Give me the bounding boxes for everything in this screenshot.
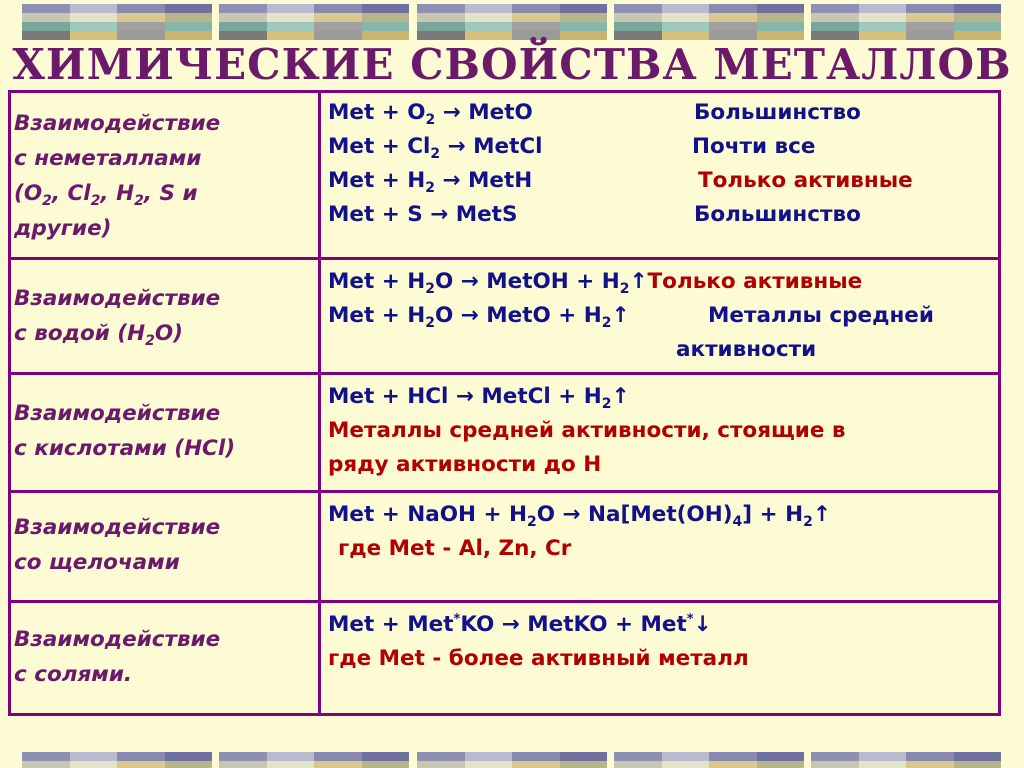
row-divider <box>11 600 998 603</box>
row-divider <box>11 257 998 260</box>
top-decorative-stripe <box>0 4 1024 42</box>
row-equations-acids <box>328 380 846 482</box>
row-label-acids: Взаимодействие с кислотами (HCl) <box>14 401 236 461</box>
row-label-salts: Взаимодействие с солями. <box>14 627 221 687</box>
condition-text: где Met - Al, Zn, Cr <box>338 536 572 561</box>
equation-line: Met + $Cl_2$ → MetCl Почти все <box>328 134 816 162</box>
equation-line: Met + Met*KO → MetKO + Met*↓ <box>328 612 712 637</box>
equation-line: Met + $H_2$ → MetH Только активные <box>328 168 913 196</box>
equation-line: Met + $O_2$ → MetO Большинство <box>328 100 861 128</box>
stripe-block <box>219 4 409 42</box>
column-divider <box>318 93 321 713</box>
condition-text: ряду активности до H <box>328 452 602 477</box>
condition-text: где Met - более активный металл <box>328 646 749 671</box>
page-title: ХИМИЧЕСКИЕ СВОЙСТВА МЕТАЛЛОВ <box>12 40 1012 89</box>
equation-line: Met + NaOH + $H_2O \to Na[Met(OH)_4]$ + $H_2↑$ <box>328 502 831 530</box>
equation-line: активности <box>676 337 817 362</box>
stripe-block <box>417 4 607 42</box>
row-divider <box>11 490 998 493</box>
row-equations-water <box>328 265 934 367</box>
stripe-block <box>22 4 212 42</box>
row-equations-salts <box>328 608 749 676</box>
bottom-decorative-stripe <box>0 752 1024 768</box>
row-label-alkalis: Взаимодействие со щелочами <box>14 515 221 575</box>
condition-text: Металлы средней активности, стоящие в <box>328 418 846 443</box>
row-divider <box>11 372 998 375</box>
stripe-block <box>614 4 804 42</box>
equation-line: Met + $H_2O$ → MetO + $H_2↑$ Металлы средней <box>328 303 934 331</box>
row-label-water: Взаимодействие с водой $(H_2O)$ <box>14 286 221 349</box>
row-equations-alkalis <box>328 498 831 566</box>
equation-line: Met + $H_2O$ → MetOH + $H_2↑Только$ активные <box>328 269 863 297</box>
row-equations-nonmetals <box>328 96 913 232</box>
equation-line: Met + HCl → MetCl + $H_2↑$ <box>328 384 630 412</box>
equation-line: Met + S → MetS Большинство <box>328 202 861 227</box>
stripe-block <box>811 4 1001 42</box>
row-label-nonmetals: Взаимодействие с неметаллами ($O_2$, $Cl_2$, $H_2$, S и другие) <box>14 111 221 241</box>
